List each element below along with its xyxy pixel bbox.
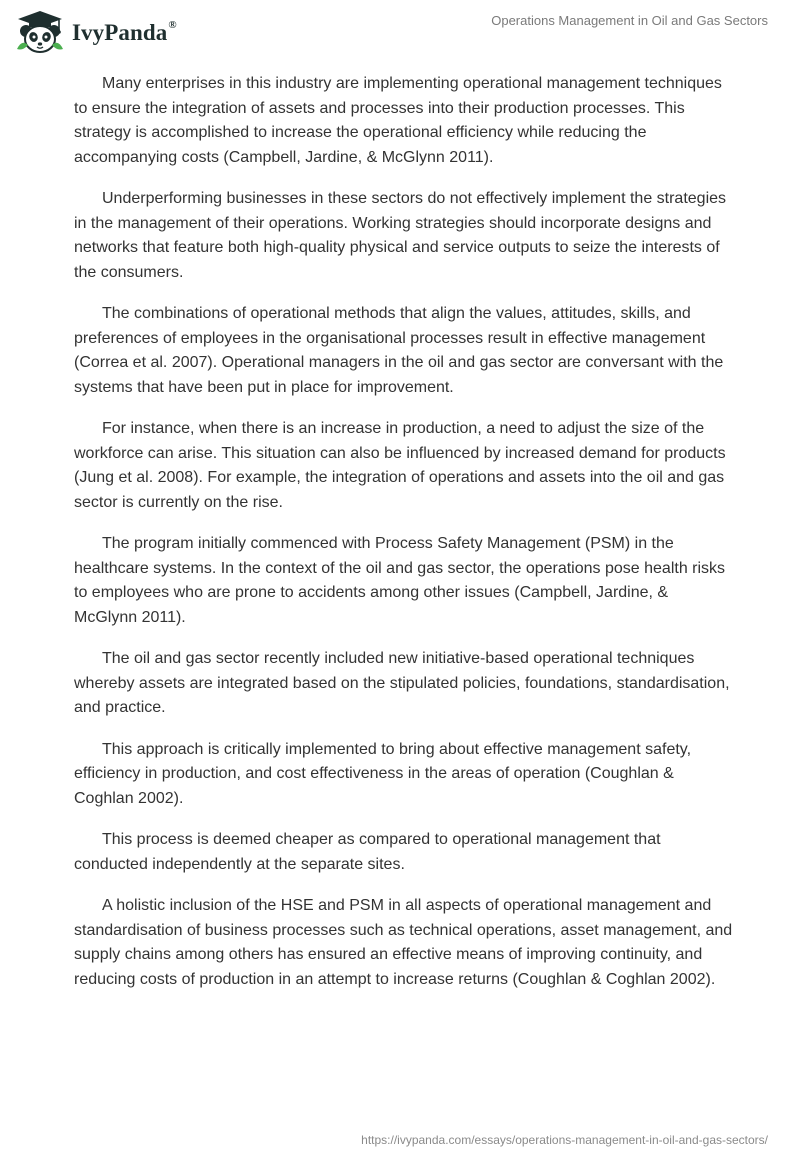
paragraph: Many enterprises in this industry are implementing operational management techniques to ensure the integration of assets and processes into their production processes. This strategy is accomplished to increase the operational efficiency while reducing the accompanying costs (Campbell, Jardine, & McGlynn 2011). (74, 75, 722, 166)
brand-name (72, 20, 177, 46)
brand-name-text: IvyPanda (72, 20, 168, 45)
paragraph: Underperforming businesses in these sectors do not effectively implement the strategies in the management of their operations. Working strategies should incorporate designs and networks that feature both high-quality physical and service outputs to seize the interests of the consumers. (74, 190, 727, 281)
paragraph: The program initially commenced with Process Safety Management (PSM) in the healthcare systems. In the context of the oil and gas sector, the operations pose health risks to employees who are prone to accidents among other issues (Campbell, Jardine, & McGlynn 2011). (74, 535, 726, 626)
registered-mark: ® (168, 19, 177, 32)
paragraph: For instance, when there is an increase in production, a need to adjust the size of the workforce can arise. This situation can also be influenced by increased demand for products (Jung et al. 2008). For example, the integration of operations and assets into the oil and gas sector is currently on the rise. (74, 420, 726, 511)
paragraph: This process is deemed cheaper as compared to operational management that conducted independently at the separate sites. (74, 831, 661, 873)
paragraph: A holistic inclusion of the HSE and PSM in all aspects of operational management and standardisation of business processes such as technical operations, asset management, and supply chains among others has ensured an effective means of improving continuity, and reducing costs of production in an attempt to increase returns (Coughlan & Coghlan 2002). (74, 897, 733, 988)
essay-body (74, 72, 734, 1009)
source-url: https://ivypanda.com/essays/operations-management-in-oil-and-gas-sectors/ (361, 1133, 768, 1147)
ivypanda-logo[interactable] (14, 9, 177, 55)
paragraph: This approach is critically implemented to bring about effective management safety, efficiency in production, and cost effectiveness in the areas of operation (Coughlan & Coghlan 2002). (74, 740, 692, 807)
panda-graduate-icon (14, 9, 66, 55)
paragraph: The oil and gas sector recently included new initiative-based operational techniques whereby assets are integrated based on the stipulated policies, foundations, standardisation, and practice. (74, 650, 730, 716)
paragraph: The combinations of operational methods that align the values, attitudes, skills, and preferences of employees in the organisational processes result in effective management (Correa et al. 2007). Operational managers in the oil and gas sector are conversant with the systems that have been put in place for improvement. (74, 305, 724, 396)
page-header (0, 0, 800, 60)
document-title: Operations Management in Oil and Gas Sectors (491, 13, 768, 28)
